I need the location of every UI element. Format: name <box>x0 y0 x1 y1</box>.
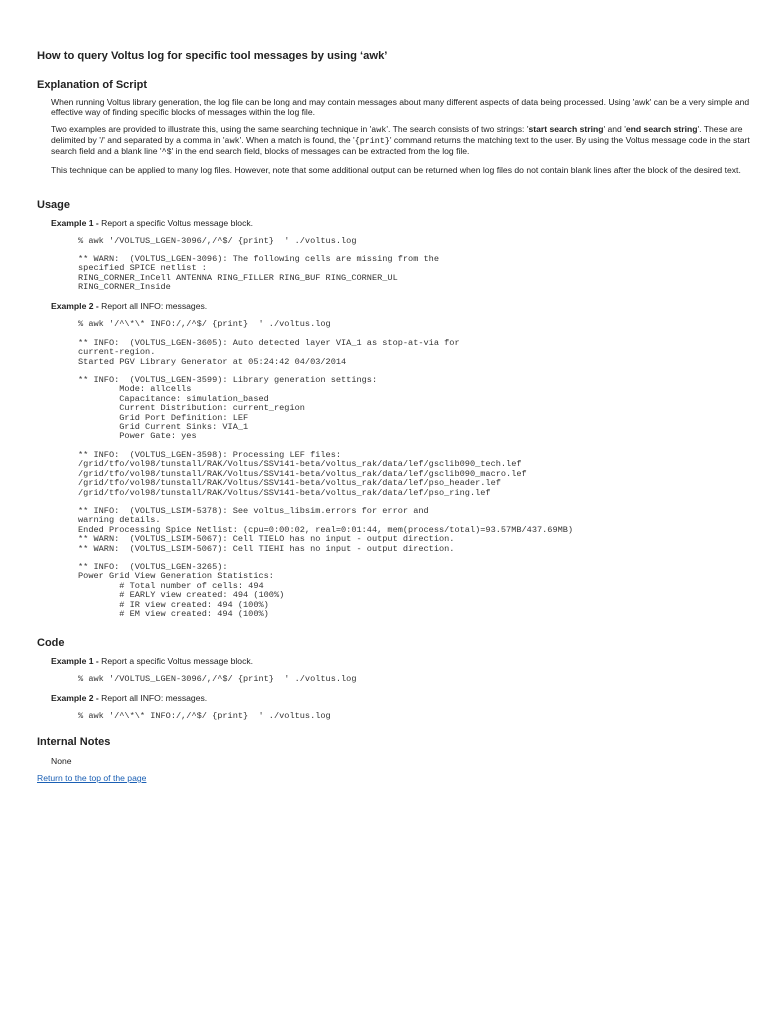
return-to-top-link[interactable]: Return to the top of the page <box>37 773 147 783</box>
explanation-paragraph-3: This technique can be applied to many log files. However, note that some additional output can be returned when log files do not contain blank lines after the block of the desired text. <box>51 165 741 175</box>
explanation-paragraph-2: Two examples are provided to illustrate this, using the same searching technique in 'awk'. The search consists of two strings: 'start search string' and 'end search string'. These are delimited by '/' and separated by a comma in 'awk'. When a match is found, the '{print}' command returns the matching text to the user. By using the Voltus message code in the start search field and a blank line '^$' in the end search field, blocks of messages can be extracted from the log file. <box>51 124 750 157</box>
usage-example-2-caption: Example 2 - Report all INFO: messages. <box>51 301 208 311</box>
usage-example-2-command: % awk '/^\*\* INFO:/,/^$/ {print} ' ./voltus.log <box>78 319 331 329</box>
usage-example-1-output: ** WARN: (VOLTUS_LGEN-3096): The following cells are missing from the specified SPICE netlist : RING_CORNER_InCell ANTENNA RING_FILLER RING_BUF RING_CORNER_UL RING_CORNER_Inside <box>78 254 439 293</box>
internal-notes-heading: Internal Notes <box>37 736 111 748</box>
code-example-2-caption: Example 2 - Report all INFO: messages. <box>51 693 208 703</box>
usage-example-2-output-block-1: ** INFO: (VOLTUS_LGEN-3605): Auto detected layer VIA_1 as stop-at-via for current-region. Started PGV Library Generator at 05:24:42 04/03/2014 <box>78 338 460 367</box>
usage-example-1-caption: Example 1 - Report a specific Voltus message block. <box>51 218 254 228</box>
usage-example-2-output-block-5: ** INFO: (VOLTUS_LGEN-3265): Power Grid View Generation Statistics: # Total number of cells: 494 # EARLY view created: 494 (100%) # IR view created: 494 (100%) # EM view created: 494 (100%) <box>78 562 285 620</box>
usage-example-2-output-block-4: ** INFO: (VOLTUS_LSIM-5378): See voltus_libsim.errors for error and warning details. Ended Processing Spice Netlist: (cpu=0:00:02, real=0:01:44, mem(process/total)=93.57MB/437.69MB) ** WARN: (VOLTUS_LSIM-5067): Cell TIELO has no input - output direction. ** WARN: (VOLTUS_LSIM-5067): Cell TIEHI has no input - output direction. <box>78 506 574 554</box>
usage-heading: Usage <box>37 199 71 211</box>
code-example-2-command: % awk '/^\*\* INFO:/,/^$/ {print} ' ./voltus.log <box>78 711 331 721</box>
code-example-1-caption: Example 1 - Report a specific Voltus message block. <box>51 656 254 666</box>
usage-example-1-command: % awk '/VOLTUS_LGEN-3096/,/^$/ {print} ' ./voltus.log <box>78 236 357 246</box>
code-example-1-command: % awk '/VOLTUS_LGEN-3096/,/^$/ {print} ' ./voltus.log <box>78 674 357 684</box>
usage-example-2-output-block-2: ** INFO: (VOLTUS_LGEN-3599): Library generation settings: Mode: allcells Capacitance: simulation_based Current Distribution: current_region Grid Port Definition: LEF Grid Current Sinks: VIA_1 Power Gate: yes <box>78 375 378 442</box>
code-heading: Code <box>37 637 65 649</box>
explanation-heading: Explanation of Script <box>37 79 148 91</box>
usage-example-2-output-block-3: ** INFO: (VOLTUS_LGEN-3598): Processing LEF files: /grid/tfo/vol98/tunstall/RAK/Voltus/SSV141-beta/voltus_rak/data/lef/gsclib090_tech.lef /grid/tfo/vol98/tunstall/RAK/Voltus/SSV141-beta/voltus_rak/data/lef/gsclib090_macro.lef /grid/tfo/vol98/tunstall/RAK/Voltus/SSV141-beta/voltus_rak/data/lef/pso_header.lef /grid/tfo/vol98/tunstall/RAK/Voltus/SSV141-beta/voltus_rak/data/lef/pso_ring.lef <box>78 450 527 498</box>
page-title: How to query Voltus log for specific tool messages by using ‘awk’ <box>37 50 388 62</box>
internal-notes-text: None <box>51 756 72 766</box>
explanation-paragraph-1: When running Voltus library generation, the log file can be long and may contain messages about many different aspects of data being processed. Using 'awk' can be a very simple and effective way of finding specific blocks of messages within the log file. <box>51 97 750 117</box>
